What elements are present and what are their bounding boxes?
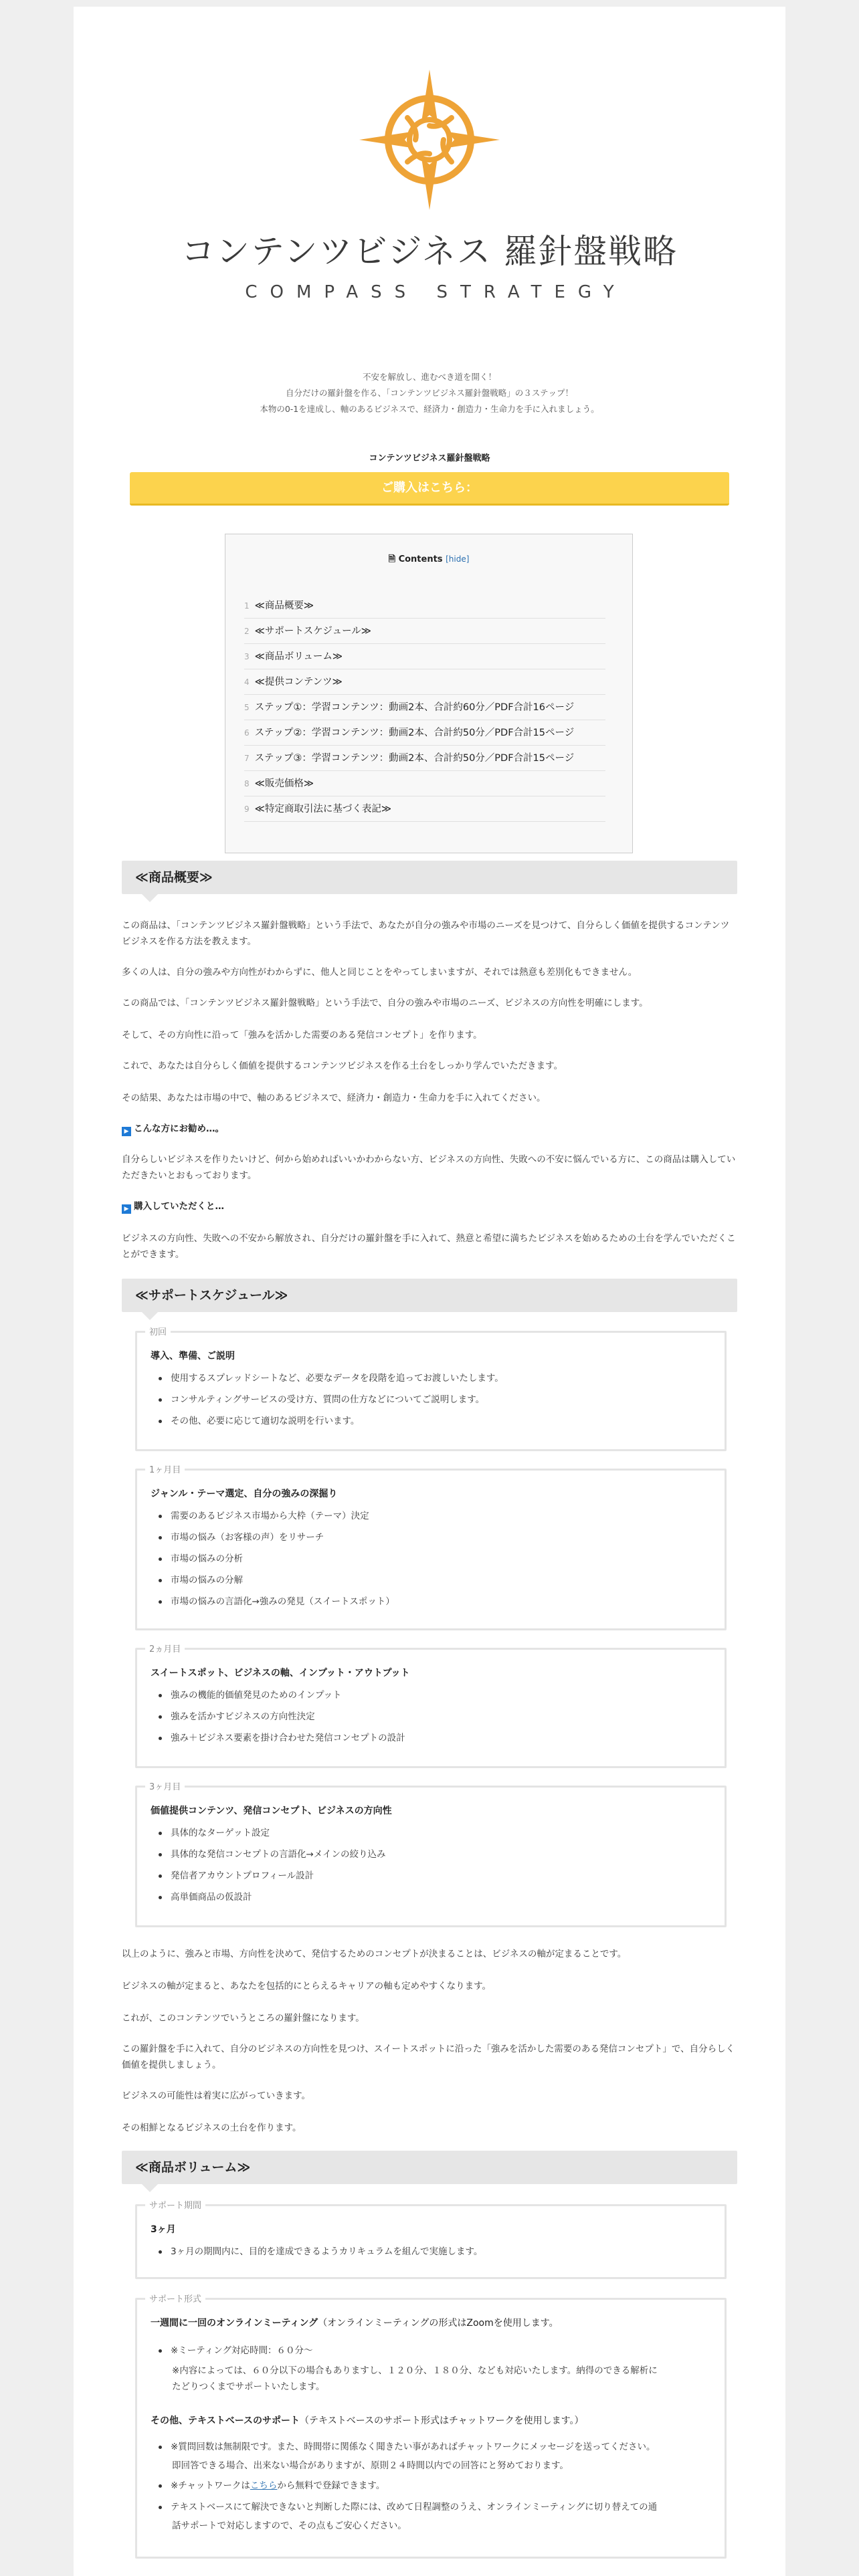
schedule-box: 2ヵ月目 スイートスポット、ビジネスの軸、インプット・アウトプット 強みの機能的価値発見のためのインプット 強みを活かすビジネスの方向性決定 強み＋ビジネス要素を掛け合わせた発信コンセプトの設計 <box>135 1648 727 1768</box>
compass-logo-icon <box>358 68 501 211</box>
purchase-button[interactable]: ご購入はこちら： <box>130 472 729 506</box>
toc-list <box>244 593 605 822</box>
list-item: 強みの機能的価値発見のためのインプット <box>151 1685 405 1706</box>
chatwork-register-link[interactable]: こちら <box>250 2480 278 2491</box>
page-title: コンテンツビジネス 羅針盤戦略 <box>181 232 678 271</box>
overview-paragraph: そして、その方向性に沿って「強みを活かした需要のある発信コンセプト」を作ります。 <box>122 1030 482 1041</box>
list-item: 需要のあるビジネス市場から大枠（テーマ）決定 <box>151 1505 395 1527</box>
section-heading-overview: ≪商品概要≫ <box>122 861 737 894</box>
schedule-summary: この羅針盤を手に入れて、自分のビジネスの方向性を見つけ、スイートスポットに沿った「強みを活かした需要のある発信コンセプト」で、自分らしく価値を提供しましょう。 <box>122 2044 735 2070</box>
overview-paragraph: その結果、あなたは市場の中で、軸のあるビジネスで、経済力・創造力・生命力を手に入れてください。 <box>122 1093 546 1103</box>
toc-item[interactable]: 8 ≪販売価格≫ <box>244 771 605 796</box>
intro-line: 自分だけの羅針盤を作る、「コンテンツビジネス羅針盤戦略」の３ステップ！ <box>285 388 573 398</box>
benefit-text: ビジネスの方向性、失敗への不安から解放され、自分だけの羅針盤を手に入れて、熱意と希望に満ちたビジネスを始めるための土台を学んでいただくことができます。 <box>122 1233 736 1260</box>
schedule-summary: これが、このコンテンツでいうところの羅針盤になります。 <box>122 2013 365 2024</box>
toc-item[interactable]: 3 ≪商品ボリューム≫ <box>244 644 605 669</box>
intro-line: 本物の0-1を達成し、軸のあるビジネスで、経済力・創造力・生命力を手に入れましょう。 <box>260 404 599 414</box>
list-item: 強みを活かすビジネスの方向性決定 <box>151 1706 405 1727</box>
list-item: ※チャットワークはこちらから無料で登録できます。 <box>151 2475 657 2496</box>
schedule-box: 初回 導入、準備、ご説明 使用するスプレッドシートなど、必要なデータを段階を追ってお渡しいたします。 コンサルティングサービスの受け方、質問の仕方などについてご説明します。 その他、必要に応じて適切な説明を行います。 <box>135 1331 727 1451</box>
toc-item[interactable]: 5 ステップ①：学習コンテンツ：動画2本、合計約60分／PDF合計16ページ <box>244 695 605 720</box>
list-item: ※ミーティング対応時間：６０分〜 <box>151 2340 312 2361</box>
meeting-title: 一週間に一回のオンラインミーティング（オンラインミーティングの形式はZoomを使用します。 <box>151 2318 559 2329</box>
document-icon: 🗎 <box>388 554 396 564</box>
list-item: ※質問回数は無制限です。また、時間帯に関係なく聞きたい事があればチャットワークにメッセージを送ってください。 <box>151 2436 656 2458</box>
toc-item[interactable]: 6 ステップ②：学習コンテンツ：動画2本、合計約50分／PDF合計15ページ <box>244 720 605 746</box>
list-item: テキストベースにて解決できないと判断した際には、改めて日程調整のうえ、オンラインミーティングに切り替えての通 <box>151 2496 657 2518</box>
schedule-summary: ビジネスの軸が定まると、あなたを包括的にとらえるキャリアの軸も定めやすくなります。 <box>122 1981 492 1992</box>
list-item: 3ヶ月の期間内に、目的を達成できるようカリキュラムを組んで実施します。 <box>151 2241 482 2262</box>
list-item: 高単価商品の仮設計 <box>151 1887 386 1908</box>
page-subtitle: COMPASS STRATEGY <box>245 282 627 302</box>
schedule-summary: その相鮮となるビジネスの土台を作ります。 <box>122 2123 302 2133</box>
table-of-contents <box>225 534 633 853</box>
schedule-summary: ビジネスの可能性は着実に広がっていきます。 <box>122 2090 311 2101</box>
toc-item[interactable]: 4 ≪提供コンテンツ≫ <box>244 669 605 695</box>
toc-item[interactable]: 1 ≪商品概要≫ <box>244 593 605 619</box>
list-item: 市場の悩みの分解 <box>151 1570 395 1591</box>
recommend-heading: ▶ こんな方にお勧め…。 <box>122 1121 737 1137</box>
support-period-box: サポート期間 3ヶ月 3ヶ月の期間内に、目的を達成できるようカリキュラムを組んで実施します。 <box>135 2204 727 2279</box>
recommend-text: 自分らしいビジネスを作りたいけど、何から始めればいいかわからない方、ビジネスの方向性、失敗への不安に悩んでいる方に、この商品は購入していただきたいとおもっております。 <box>122 1154 736 1181</box>
support-format-box: サポート形式 一週間に一回のオンラインミーティング（オンラインミーティングの形式はZoomを使用します。 ※ミーティング対応時間：６０分〜 ※内容によっては、６０分以下の場合もありますし、１２０分、１８０分、なども対応いたします。納得のできる解析に たどりつくまでサポートいたします。 その他、テキストベースのサポート（テキストベースのサポート形式はチャットワークを使用します。） ※質問回数は無制限です。また、時間帯に関係なく聞きたい事があればチャットワークにメッセージを送ってください。 即回答できる場合、出来ない場合がありますが、原則２４時間以内での回答にと努めております。 ※チャットワークはこちらから無料で登録できます。 テキストベースにて解決できないと判断した際には、改めて日程調整のうえ、オンラインミーティングに切り替えての通 話サポートで対応しますので、その点もご安心ください。 <box>135 2298 727 2559</box>
product-name: コンテンツビジネス羅針盤戦略 <box>369 453 490 463</box>
toc-item[interactable]: 2 ≪サポートスケジュール≫ <box>244 619 605 644</box>
list-item: 具体的なターゲット設定 <box>151 1822 386 1844</box>
chat-title: その他、テキストベースのサポート（テキストベースのサポート形式はチャットワークを使用します。） <box>151 2416 584 2426</box>
toc-item[interactable]: 9 ≪特定商取引法に基づく表記≫ <box>244 796 605 822</box>
benefit-heading: ▶ 購入していただくと… <box>122 1198 737 1214</box>
toc-title: Contents <box>398 554 443 564</box>
overview-paragraph: この商品では、「コンテンツビジネス羅針盤戦略」という手法で、自分の強みや市場のニーズ、ビジネスの方向性を明確にします。 <box>122 998 648 1008</box>
section-heading-schedule: ≪サポートスケジュール≫ <box>122 1279 737 1312</box>
toc-item[interactable]: 7 ステップ③：学習コンテンツ：動画2本、合計約50分／PDF合計15ページ <box>244 746 605 771</box>
intro-line: 不安を解放し、進むべき道を開く！ <box>362 372 496 382</box>
intro-text <box>74 369 785 417</box>
list-item: その他、必要に応じて適切な説明を行います。 <box>151 1410 504 1432</box>
list-item: コンサルティングサービスの受け方、質問の仕方などについてご説明します。 <box>151 1389 504 1410</box>
overview-paragraph: この商品は、「コンテンツビジネス羅針盤戦略」という手法で、あなたが自分の強みや市場のニーズを見つけて、自分らしく価値を提供するコンテンツビジネスを作る方法を教えます。 <box>122 920 730 947</box>
list-item: 発信者アカウントプロフィール設計 <box>151 1865 386 1887</box>
schedule-box: 3ヶ月目 価値提供コンテンツ、発信コンセプト、ビジネスの方向性 具体的なターゲット設定 具体的な発信コンセプトの言語化→メインの絞り込み 発信者アカウントプロフィール設計 高単価商品の仮設計 <box>135 1786 727 1927</box>
list-item: 具体的な発信コンセプトの言語化→メインの絞り込み <box>151 1844 386 1865</box>
list-item: 使用するスプレッドシートなど、必要なデータを段階を追ってお渡しいたします。 <box>151 1368 504 1389</box>
list-item: 市場の悩みの分析 <box>151 1548 395 1570</box>
toc-header <box>225 553 632 568</box>
schedule-box: 1ヶ月目 ジャンル・テーマ選定、自分の強みの深掘り 需要のあるビジネス市場から大枠（テーマ）決定 市場の悩み（お客様の声）をリサーチ 市場の悩みの分析 市場の悩みの分解 市場の悩みの言語化→強みの発見（スイートスポット） <box>135 1469 727 1630</box>
list-item: 市場の悩み（お客様の声）をリサーチ <box>151 1527 395 1548</box>
section-heading-volume: ≪商品ボリューム≫ <box>122 2151 737 2184</box>
play-marker-icon: ▶ <box>122 1204 131 1214</box>
list-item: 市場の悩みの言語化→強みの発見（スイートスポット） <box>151 1591 395 1612</box>
overview-paragraph: これで、あなたは自分らしく価値を提供するコンテンツビジネスを作る土台をしっかり学んでいただきます。 <box>122 1061 563 1071</box>
overview-paragraph: 多くの人は、自分の強みや方向性がわからずに、他人と同じことをやってしまいますが、それでは熱意も差別化もできません。 <box>122 967 638 978</box>
page <box>74 7 785 2576</box>
schedule-summary: 以上のように、強みと市場、方向性を決めて、発信するためのコンセプトが決まることは、ビジネスの軸が定まることです。 <box>122 1949 627 1959</box>
list-item: 強み＋ビジネス要素を掛け合わせた発信コンセプトの設計 <box>151 1727 405 1749</box>
toc-hide-link[interactable]: [hide] <box>446 554 470 564</box>
play-marker-icon: ▶ <box>122 1127 131 1136</box>
